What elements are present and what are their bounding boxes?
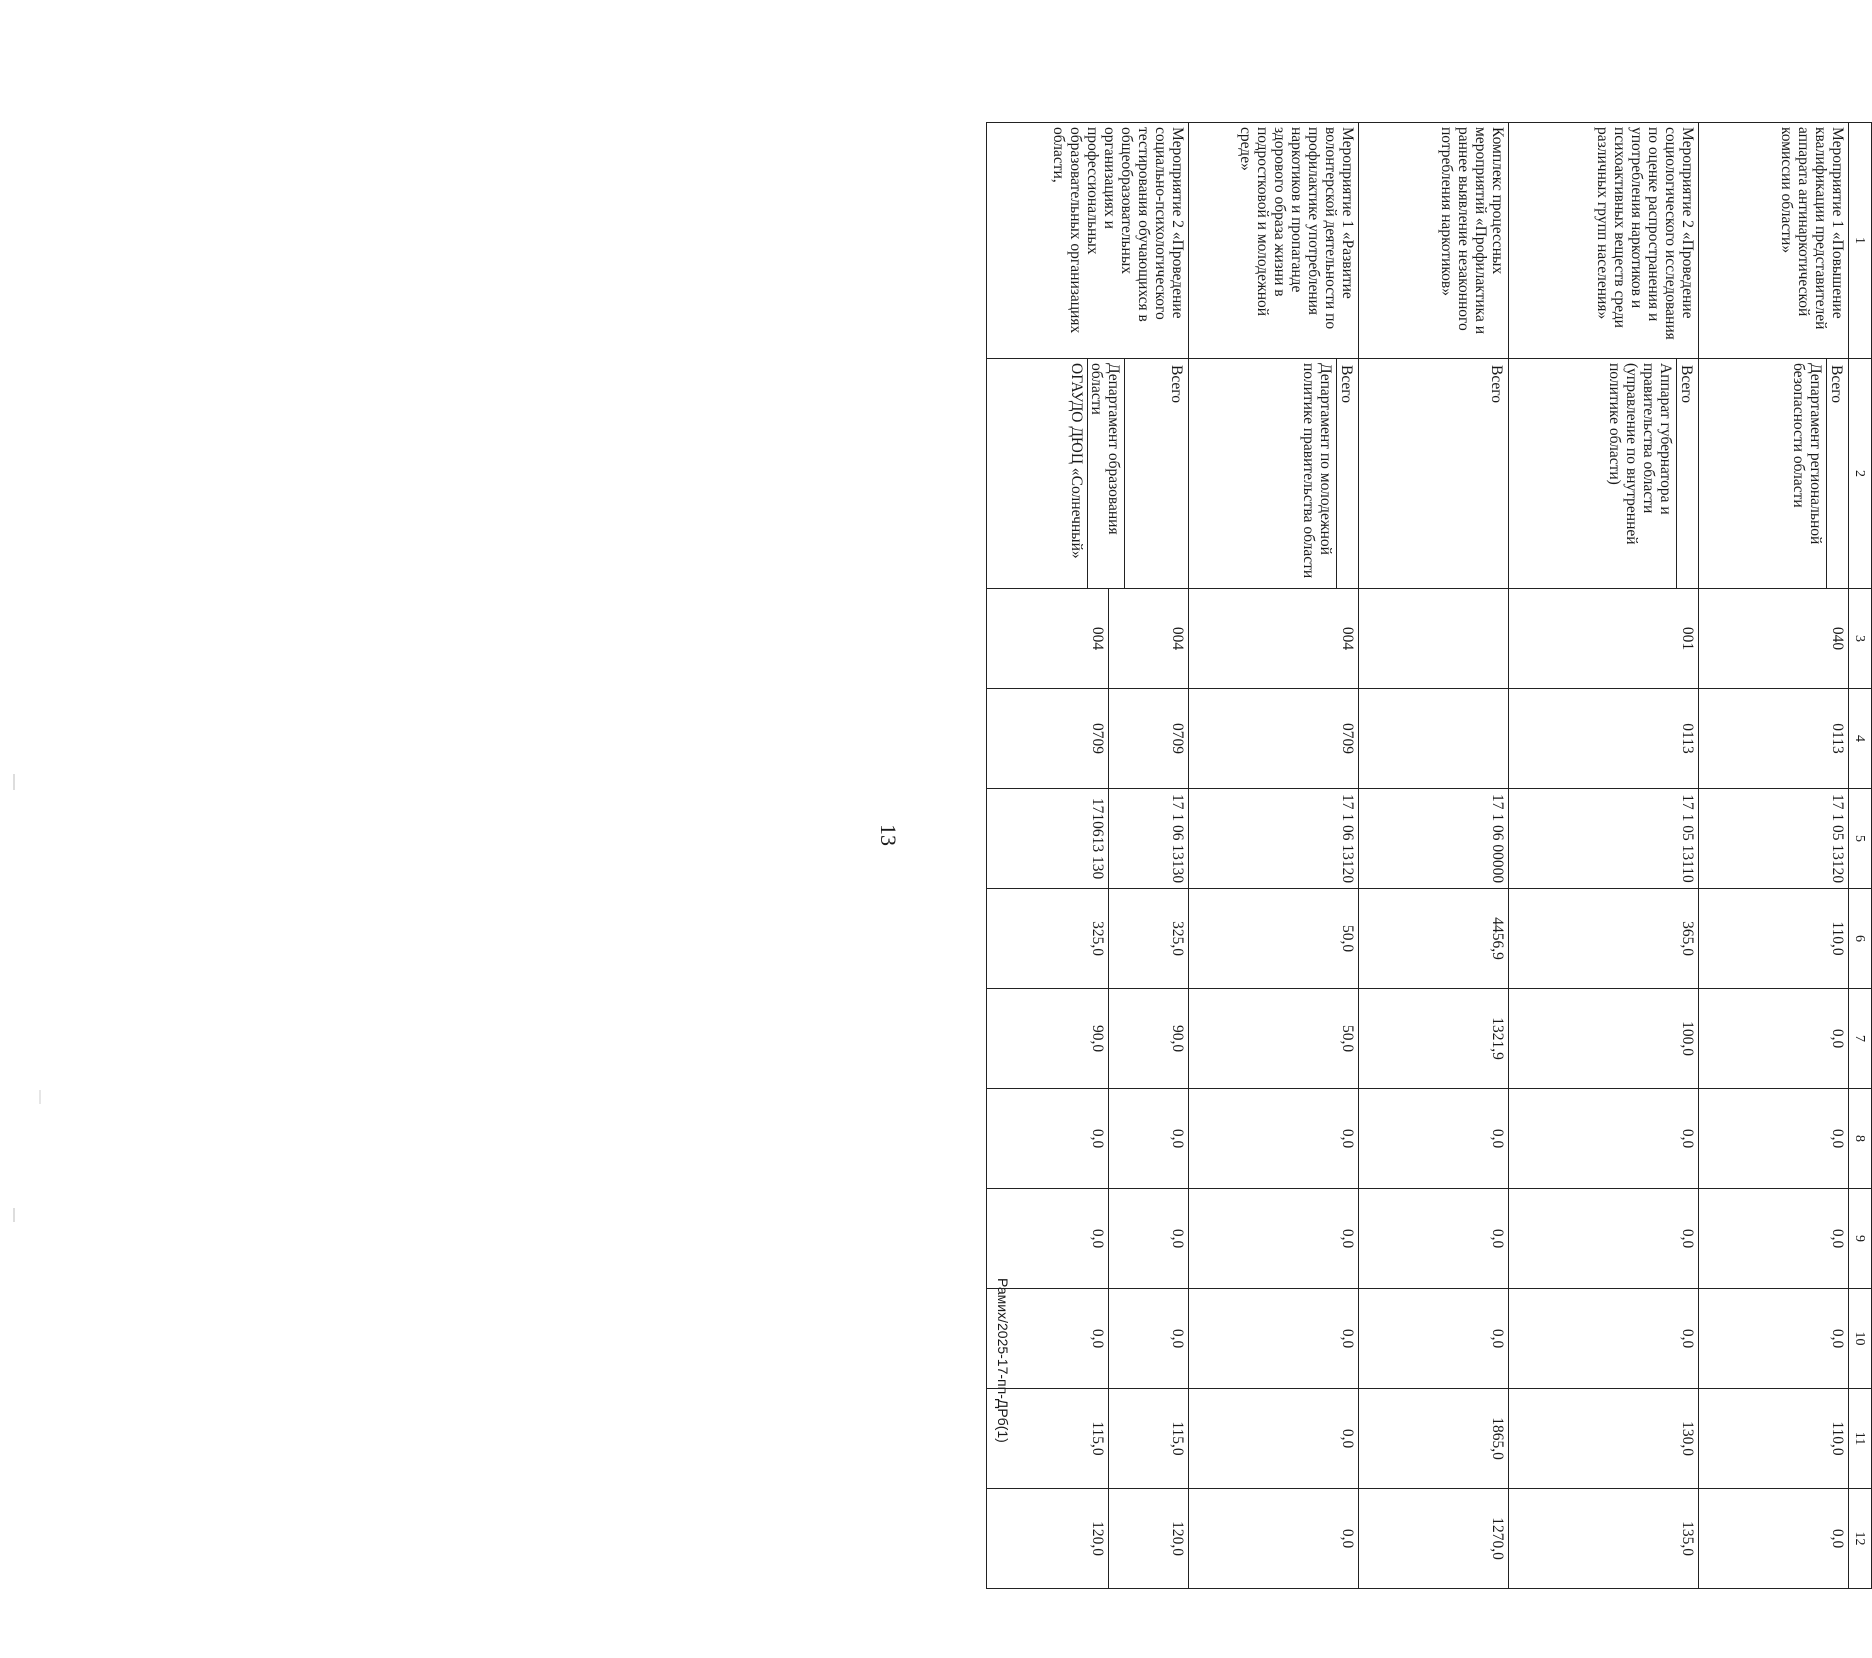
value-cell: 0,0 [1189,1289,1359,1389]
column-number-row [1849,123,1872,1589]
activity-name: Мероприятие 1 «Развитие волонтерской деятельности по профилактике употребления наркотиков и пропаганде здорового образа жизни в подростковой и молодежной среде» [1189,123,1359,359]
table-row [1189,123,1359,1589]
executor-cell [1189,359,1359,589]
executor-total: Всего [1488,365,1505,404]
executor-total: Всего [1168,365,1185,404]
section-code: 0113 [1699,689,1849,789]
executor-total: Всего [1338,365,1355,404]
admin-code: 040 [1699,589,1849,689]
value-cell: 0,0 [1109,1189,1189,1289]
value-cell: 0,0 [1189,1489,1359,1589]
value-cell: 0,0 [1699,1189,1849,1289]
col-number: 3 [1849,589,1872,689]
value-cell: 115,0 [987,1389,1109,1489]
table-row [1109,123,1189,1589]
col-number: 11 [1849,1389,1872,1489]
admin-code: 004 [1109,589,1189,689]
value-cell: 1270,0 [1359,1489,1509,1589]
admin-code: 001 [1509,589,1699,689]
col-number: 7 [1849,989,1872,1089]
executor-total: Всего [1828,365,1845,404]
value-cell: 0,0 [1699,1089,1849,1189]
target-article: 17 1 05 13120 [1699,789,1849,889]
value-total: 365,0 [1509,889,1699,989]
section-code: 0113 [1509,689,1699,789]
activity-name: Мероприятие 1 «Повышение квалификации представителей аппарата антинаркотической комиссии области» [1699,123,1849,359]
value-cell: 135,0 [1509,1489,1699,1589]
value-cell: 0,0 [1699,989,1849,1089]
col-number: 10 [1849,1289,1872,1389]
target-article: 17 1 06 13130 [1109,789,1189,889]
col-number: 5 [1849,789,1872,889]
section-code: 0709 [1109,689,1189,789]
value-cell: 130,0 [1509,1389,1699,1489]
value-total: 325,0 [987,889,1109,989]
activity-name: Мероприятие 2 «Проведение социально-психологического тестирования обучающихся в общеобразовательных организациях и профессиональных образовательных организациях области, [987,123,1189,359]
value-cell: 0,0 [1699,1489,1849,1589]
value-cell: 90,0 [1109,989,1189,1089]
admin-code: 004 [1189,589,1359,689]
admin-code: 004 [987,589,1109,689]
value-total: 4456,9 [1359,889,1509,989]
value-cell: 90,0 [987,989,1109,1089]
value-cell: 0,0 [1359,1089,1509,1189]
value-total: 110,0 [1699,889,1849,989]
col-number: 6 [1849,889,1872,989]
executor-cell [1359,359,1509,589]
executor-cell [1699,359,1849,589]
table-row [1699,123,1849,1589]
table-row [1509,123,1699,1589]
col-number: 4 [1849,689,1872,789]
value-cell: 1321,9 [1359,989,1509,1089]
document-code: Рамих/2025-17-пп-ДРб(1) [995,1278,1011,1443]
value-cell: 0,0 [1509,1089,1699,1189]
budget-table [986,122,1872,1589]
value-cell: 0,0 [987,1189,1109,1289]
executor-cell [987,359,1189,589]
target-article: 17 1 06 00000 [1359,789,1509,889]
section-code [1359,689,1509,789]
value-cell: 1865,0 [1359,1389,1509,1489]
executor-department: Аппарат губернатора и правительства области (управление по внутренней политике области) [1606,359,1677,588]
col-number: 2 [1849,359,1872,589]
value-cell: 115,0 [1109,1389,1189,1489]
value-cell: 0,0 [1509,1289,1699,1389]
value-total: 50,0 [1189,889,1359,989]
rotated-page [986,122,1872,1588]
value-cell: 0,0 [1359,1189,1509,1289]
admin-code [1359,589,1509,689]
value-cell: 0,0 [987,1089,1109,1189]
value-cell: 0,0 [1189,1189,1359,1289]
section-code: 0709 [1189,689,1359,789]
executor-total: Всего [1678,365,1695,404]
page-number: 13 [876,824,901,846]
target-article: 1710613 130 [987,789,1109,889]
value-cell: 0,0 [1359,1289,1509,1389]
value-total: 325,0 [1109,889,1189,989]
activity-name: Мероприятие 2 «Проведение социологического исследования по оценке распространения и употребления наркотиков и психоактивных веществ среди различных групп населения» [1509,123,1699,359]
value-cell: 50,0 [1189,989,1359,1089]
value-cell: 120,0 [1109,1489,1189,1589]
value-cell: 0,0 [1509,1189,1699,1289]
executor-cell [1509,359,1699,589]
value-cell: 100,0 [1509,989,1699,1089]
target-article: 17 1 06 13120 [1189,789,1359,889]
value-cell: 0,0 [1189,1389,1359,1489]
col-number: 8 [1849,1089,1872,1189]
value-cell: 0,0 [1109,1089,1189,1189]
executor-department: Департамент образования области [1088,359,1125,588]
executor-department: Департамент региональной безопасности области [1790,359,1827,588]
value-cell: 120,0 [987,1489,1109,1589]
value-cell: 110,0 [1699,1389,1849,1489]
col-number: 1 [1849,123,1872,359]
executor-organization: ОГАУДО ДЮЦ «Солнечный» [1068,359,1088,588]
value-cell: 0,0 [1109,1289,1189,1389]
target-article: 17 1 05 13110 [1509,789,1699,889]
table-row [1359,123,1509,1589]
col-number: 12 [1849,1489,1872,1589]
value-cell: 0,0 [987,1289,1109,1389]
value-cell: 0,0 [1699,1289,1849,1389]
activity-name: Комплекс процессных мероприятий «Профилактика и раннее выявление незаконного потребления наркотиков» [1359,123,1509,359]
col-number: 9 [1849,1189,1872,1289]
section-code: 0709 [987,689,1109,789]
value-cell: 0,0 [1189,1089,1359,1189]
executor-department: Департамент по молодежной политике правительства области [1300,359,1337,588]
